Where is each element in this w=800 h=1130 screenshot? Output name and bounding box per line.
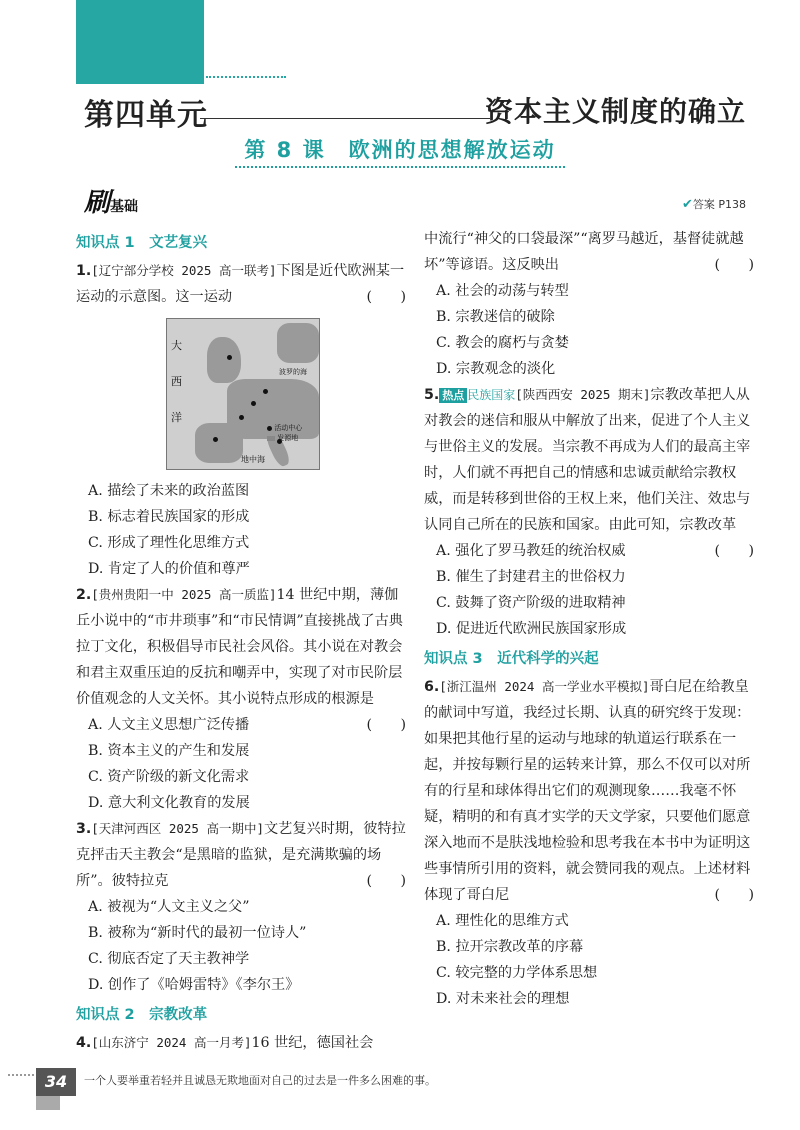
question-stem: 文艺复兴时期，彼特拉克抨击天主教会“是黑暗的监狱，是充满欺骗的场所”。彼特拉克: [76, 821, 406, 889]
question-number: 1.: [76, 263, 92, 279]
hot-topic-tag: 热点: [439, 388, 467, 403]
question-source: [浙江温州 2024 高一学业水平模拟]: [439, 679, 650, 694]
question-stem: 下图是近代欧洲某一运动的示意图。这一运动: [76, 263, 405, 305]
question-stem: 16 世纪，德国社会: [251, 1035, 374, 1051]
question-number: 3.: [76, 821, 92, 837]
option-c[interactable]: C. 资产阶级的新文化需求: [88, 769, 250, 785]
map-label: 洋: [171, 411, 182, 424]
knowledge-point-2: 知识点 2 宗教改革: [76, 1007, 208, 1023]
activity-center-dot: [251, 401, 256, 406]
legend-item-origin: [267, 433, 302, 443]
option-b[interactable]: B. 宗教迷信的破除: [436, 309, 555, 325]
option-c[interactable]: C. 彻底否定了天主教神学: [88, 951, 250, 967]
unit-subject: 资本主义制度的确立: [484, 95, 746, 128]
map-label: 地中海: [241, 455, 265, 464]
decorative-dotted-line: [206, 76, 286, 78]
question-4: [76, 1030, 406, 1056]
map-label: 波罗的海: [279, 368, 307, 376]
map-land-scandinavia: [277, 323, 319, 363]
option-d[interactable]: D. 对未来社会的理想: [436, 991, 570, 1007]
option-c[interactable]: C. 形成了理性化思维方式: [88, 535, 250, 551]
option-d[interactable]: D. 创作了《哈姆雷特》《李尔王》: [88, 977, 300, 993]
header-rule: [200, 118, 490, 119]
map-label: 西: [171, 375, 182, 388]
option-c[interactable]: C. 较完整的力学体系思想: [436, 965, 598, 981]
dot-icon: [267, 426, 272, 431]
option-b[interactable]: B. 资本主义的产生和发展: [88, 743, 250, 759]
question-stem: 宗教改革把人从对教会的迷信和服从中解放了出来，促进了个人主义与世俗主义的发展。当宗教不再成为人们的最高主宰时，人们就不再把自己的情感和忠诚贡献给宗教权威，而是转移到世俗的王权上来，他们关注、效忠与认同自己所在的民族和国家。由此可知，宗教改革: [424, 387, 751, 533]
page-number-accent: [36, 1096, 60, 1110]
question-6: [424, 674, 754, 908]
unit-title: 第四单元: [84, 98, 208, 133]
page-number: 34: [36, 1068, 76, 1096]
renaissance-map: [166, 318, 320, 470]
answer-blank: ( ): [366, 289, 406, 305]
question-source: [山东济宁 2024 高一月考]: [91, 1035, 252, 1050]
map-land-britain: [207, 337, 241, 383]
question-source: [贵州贵阳一中 2025 高一质监]: [91, 587, 277, 602]
option-a[interactable]: A. 社会的动荡与转型: [436, 283, 569, 299]
option-b[interactable]: B. 拉开宗教改革的序幕: [436, 939, 584, 955]
question-stem: 14 世纪中期，薄伽丘小说中的“市井琐事”和“市民情调”直接挑战了古典拉丁文化，积极倡导市民社会风俗。其小说在对教会和君主双重压迫的反抗和嘲弄中，实现了对市民阶层价值观念的人文关怀。其小说特点形成的根源是: [76, 587, 403, 707]
activity-center-dot: [239, 415, 244, 420]
option-d[interactable]: D. 宗教观念的淡化: [436, 361, 556, 377]
legend-text: 发源地: [277, 434, 299, 442]
question-stem: 哥白尼在给教皇的献词中写道，我经过长期、认真的研究终于发现：如果把其他行星的运动与地球的轨道运行联系在一起，并按每颗行星的运转来计算，那么不仅可以对所有的行星和球体得出它们的观测现象……我毫不怀疑，精明的和有真才实学的天文学家，只要他们愿意深入地而不是肤浅地检验和思考我在本书中为证明这些事情所引用的资料，就会赞同我的观点。上述材料体现了哥白尼: [424, 679, 751, 903]
corner-color-block: [76, 0, 204, 84]
option-c[interactable]: C. 鼓舞了资产阶级的进取精神: [436, 595, 626, 611]
section-label: 基础: [110, 199, 139, 215]
activity-center-dot: [227, 355, 232, 360]
answer-blank: ( ): [714, 257, 754, 273]
question-source: [天津河西区 2025 高一期中]: [91, 821, 264, 836]
question-number: 4.: [76, 1035, 92, 1051]
option-a[interactable]: A. 被视为“人文主义之父”: [88, 899, 250, 915]
option-a[interactable]: A. 理性化的思维方式: [436, 913, 569, 929]
option-a[interactable]: A. 强化了罗马教廷的统治权威: [436, 543, 626, 559]
question-number: 2.: [76, 587, 92, 603]
footer-motto: 一个人要举重若轻并且诚恳无欺地面对自己的过去是一件多么困难的事。: [84, 1074, 436, 1087]
right-column: [424, 226, 754, 1012]
answer-blank: ( ): [714, 887, 754, 903]
legend-item-center: [267, 423, 302, 433]
activity-center-dot: [213, 437, 218, 442]
map-label: 大: [171, 339, 182, 352]
answer-blank: ( ): [366, 873, 406, 889]
question-stem: 中流行“神父的口袋最深”“离罗马越近，基督徒就越坏”等谚语。这反映出: [424, 231, 744, 273]
question-1: [76, 258, 406, 310]
section-badge: [84, 182, 138, 219]
question-source: [辽宁部分学校 2025 高一联考]: [91, 263, 277, 278]
map-legend: [267, 423, 302, 443]
option-d[interactable]: D. 肯定了人的价值和尊严: [88, 561, 250, 577]
option-d[interactable]: D. 促进近代欧洲民族国家形成: [436, 621, 627, 637]
knowledge-point-3: 知识点 3 近代科学的兴起: [424, 651, 599, 667]
topic-label: 民族国家: [467, 388, 516, 402]
lesson-title-underline: [235, 166, 565, 168]
question-number: 5.: [424, 387, 440, 403]
question-3: [76, 816, 406, 894]
activity-center-dot: [263, 389, 268, 394]
option-a[interactable]: A. 描绘了未来的政治蓝图: [88, 483, 250, 499]
option-b[interactable]: B. 标志着民族国家的形成: [88, 509, 250, 525]
option-c[interactable]: C. 教会的腐朽与贪婪: [436, 335, 569, 351]
map-land-iberia: [195, 423, 243, 463]
option-b[interactable]: B. 被称为“新时代的最初一位诗人”: [88, 925, 307, 941]
question-4-continued: [424, 226, 754, 278]
question-source: [陕西西安 2025 期末]: [515, 387, 651, 402]
lesson-title-text: 第 8 课 欧洲的思想解放运动: [244, 138, 556, 162]
lesson-title: [0, 134, 800, 168]
answer-ref-text: 答案 P138: [692, 198, 746, 211]
option-d[interactable]: D. 意大利文化教育的发展: [88, 795, 250, 811]
answer-reference: [682, 196, 746, 212]
left-column: [76, 226, 406, 1056]
answer-blank: ( ): [366, 717, 406, 733]
legend-text: 活动中心: [274, 424, 303, 432]
swatch-icon: [267, 436, 275, 441]
option-a[interactable]: A. 人文主义思想广泛传播: [88, 717, 250, 733]
check-icon: ✔: [681, 197, 693, 212]
footer-dotted-line: [8, 1074, 34, 1076]
question-number: 6.: [424, 679, 440, 695]
answer-blank: ( ): [714, 543, 754, 559]
option-b[interactable]: B. 催生了封建君主的世俗权力: [436, 569, 626, 585]
knowledge-point-1: 知识点 1 文艺复兴: [76, 235, 208, 251]
brush-char: 刷: [84, 188, 111, 218]
